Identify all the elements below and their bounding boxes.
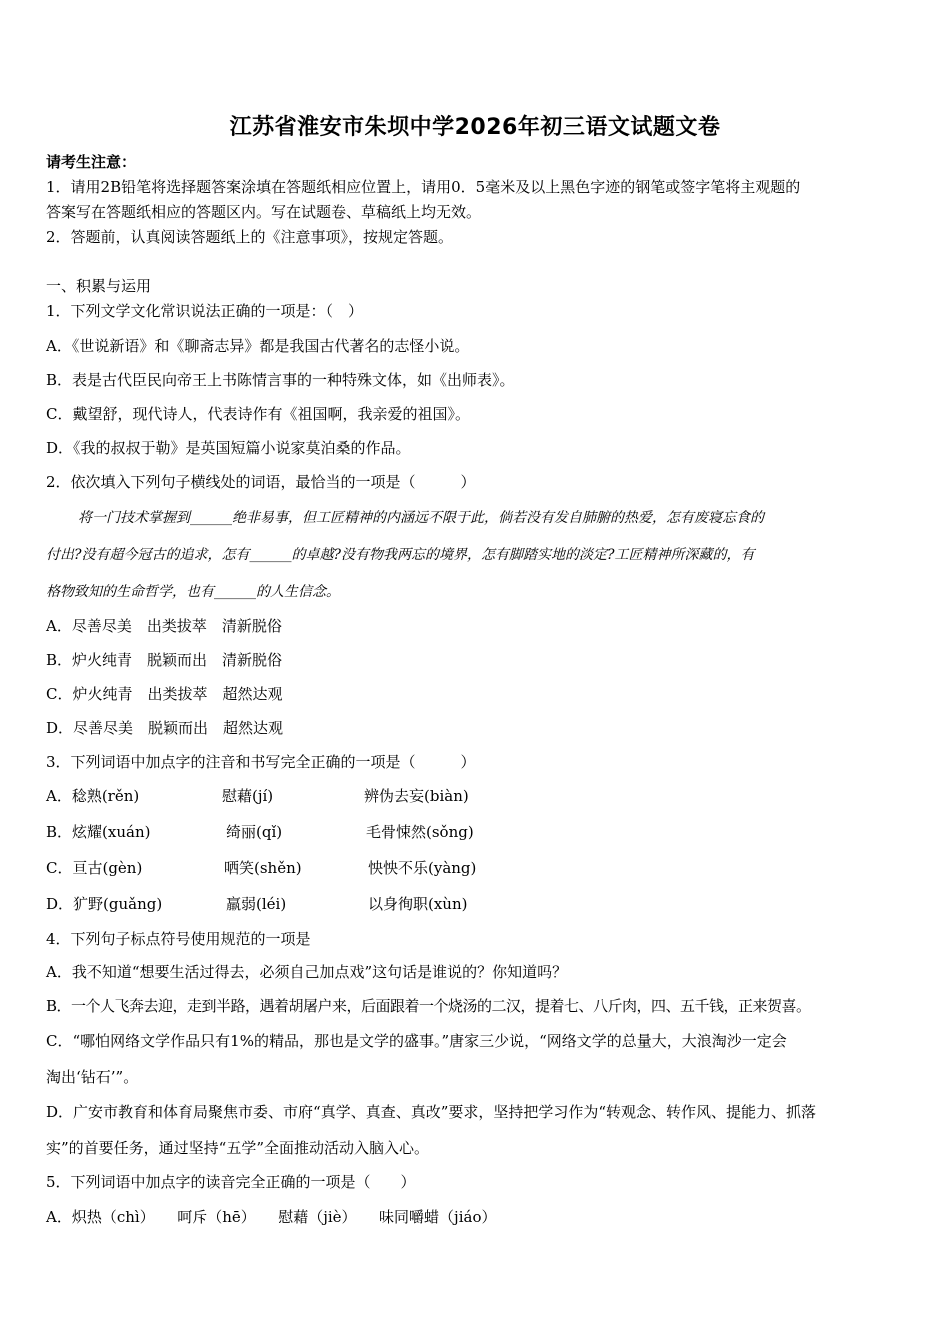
question-5-option-a: A．炽热（chì） 呵斥（hē） 慰藉（jiè） 味同嚼蜡（jiáo） [46,1208,497,1226]
option-word-1: A．稔熟(rěn) [46,787,140,805]
notice-item-2: 2．答题前，认真阅读答题纸上的《注意事项》，按规定答题。 [46,228,454,246]
option-word-3: 辨伪去妄(biàn) [364,787,469,805]
question-1-option-b: B．表是古代臣民向帝王上书陈情言事的一种特殊文体，如《出师表》。 [46,371,515,389]
notice-item-1-line-1: 1．请用2B铅笔将选择题答案涂填在答题纸相应位置上，请用0．5毫米及以上黑色字迹的钢笔或签字笔将主观题的 [46,178,801,196]
option-word-1: B．炫耀(xuán) [46,823,151,841]
question-1-stem: 1．下列文学文化常识说法正确的一项是：（ ） [46,302,364,320]
option-word-2: 绮丽(qǐ) [226,823,283,841]
question-2-option-c: C．炉火纯青 出类拔萃 超然达观 [46,685,283,703]
question-4-option-c-line-2: 淘出‘钻石’”。 [46,1068,139,1086]
question-4-option-b: B．一个人飞奔去迎，走到半路，遇着胡屠户来，后面跟着一个烧汤的二汉，提着七、八斤肉，四、五千钱，正来贺喜。 [46,997,811,1015]
page-title: 江苏省淮安市朱坝中学2026年初三语文试题文卷 [229,115,721,140]
question-4-stem: 4．下列句子标点符号使用规范的一项是 [46,930,311,948]
option-word-2: 哂笑(shěn) [224,859,302,877]
question-1-option-d: D．《我的叔叔于勒》是英国短篇小说家莫泊桑的作品。 [46,439,411,457]
option-word-2: 慰藉(jí) [222,787,274,805]
notice-item-1-line-2: 答案写在答题纸相应的答题区内。写在试题卷、草稿纸上均无效。 [46,203,482,221]
question-2-option-d: D．尽善尽美 脱颖而出 超然达观 [46,719,284,737]
question-4-option-c-line-1: C．“哪怕网络文学作品只有1%的精品，那也是文学的盛事。”唐家三少说，“网络文学的总量大，大浪淘沙一定会 [46,1032,787,1050]
question-2-passage-line-2: 付出?没有超今冠古的追求，怎有______的卓越?没有物我两忘的境界，怎有脚踏实地的淡定?工匠精神所深藏的，有 [46,547,755,563]
option-word-2: 羸弱(léi) [226,895,287,913]
question-1-option-a: A．《世说新语》和《聊斋志异》都是我国古代著名的志怪小说。 [46,337,470,355]
question-2-passage-line-3: 格物致知的生命哲学，也有______的人生信念。 [46,584,340,600]
question-5-stem: 5．下列词语中加点字的读音完全正确的一项是（ ） [46,1173,416,1191]
option-word-1: C．亘古(gèn) [46,859,143,877]
question-3-stem: 3．下列词语中加点字的注音和书写完全正确的一项是（ ） [46,753,476,771]
question-2-stem: 2．依次填入下列句子横线处的词语，最恰当的一项是（ ） [46,473,476,491]
question-4-option-d-line-2: 实”的首要任务，通过坚持“五学”全面推动活动入脑入心。 [46,1139,430,1157]
question-2-passage-line-1: 将一门技术掌握到______绝非易事，但工匠精神的内涵远不限于此，倘若没有发自肺腑的热爱，怎有废寝忘食的 [78,510,764,526]
option-word-3: 毛骨悚然(sǒng) [366,823,474,841]
question-4-option-d-line-1: D．广安市教育和体育局聚焦市委、市府“真学、真查、真改”要求，坚持把学习作为“转观念、转作风、提能力、抓落 [46,1103,817,1121]
option-word-3: 怏怏不乐(yàng) [368,859,477,877]
section-heading: 一、积累与运用 [46,277,152,295]
option-word-3: 以身徇职(xùn) [368,895,468,913]
question-2-option-b: B．炉火纯青 脱颖而出 清新脱俗 [46,651,283,669]
question-2-option-a: A．尽善尽美 出类拔萃 清新脱俗 [46,617,282,635]
notice-heading: 请考生注意： [46,153,137,171]
question-1-option-c: C．戴望舒，现代诗人，代表诗作有《祖国啊，我亲爱的祖国》。 [46,405,470,423]
question-4-option-a: A．我不知道“想要生活过得去，必须自己加点戏”这句话是谁说的？你知道吗？ [46,963,568,981]
option-word-1: D．犷野(guǎng) [46,895,163,913]
